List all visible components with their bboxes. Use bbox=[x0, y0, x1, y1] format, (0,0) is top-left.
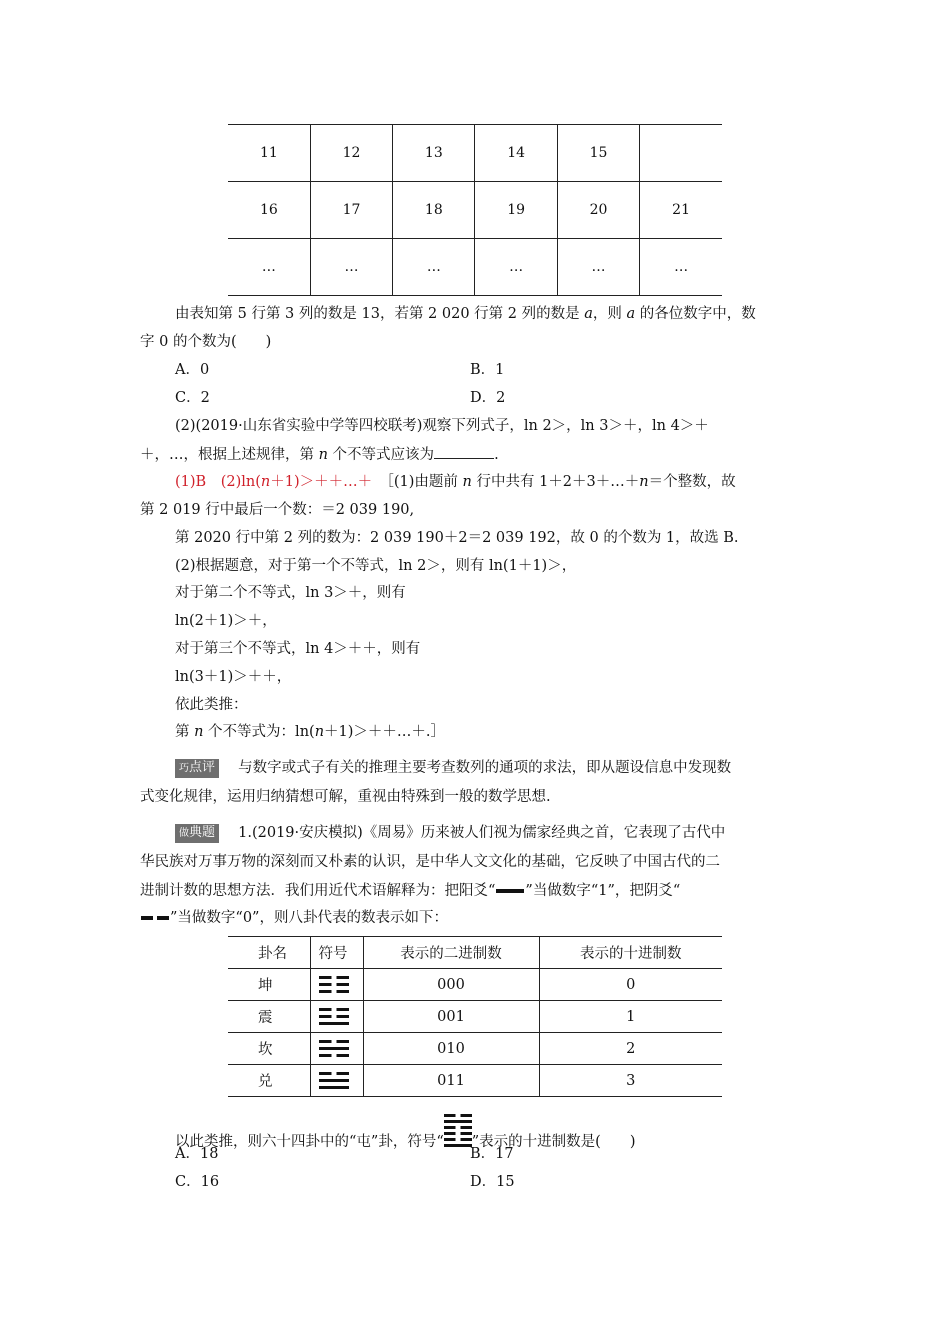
yin-line bbox=[336, 1054, 349, 1057]
yang-line bbox=[319, 1086, 349, 1089]
practice-line-2: 华民族对万事万物的深刻而又朴素的认识，是中华人文文化的基础，它反映了中国古代的二 bbox=[140, 854, 720, 870]
answer-line-4: (2)根据题意，对于第一个不等式，ln 2＞，则有 ln(1＋1)＞， bbox=[175, 558, 577, 574]
number-table-cell: … bbox=[475, 239, 557, 296]
tun-hexagram-icon bbox=[444, 1114, 472, 1150]
yin-line bbox=[319, 990, 332, 993]
option-c: C．16 bbox=[175, 1174, 220, 1190]
answer-line-9: 依此类推： bbox=[175, 697, 248, 713]
bagua-row bbox=[228, 1033, 722, 1065]
q2-line-2: ＋，…，根据上述规律，第 n 个不等式应该为 . bbox=[140, 444, 499, 465]
trigram-symbol-cell bbox=[310, 1033, 363, 1065]
trigram-name: 震 bbox=[228, 1001, 310, 1033]
yin-line bbox=[444, 1132, 456, 1135]
yang-line bbox=[319, 1022, 349, 1025]
number-table-cell: 13 bbox=[393, 125, 475, 182]
comment-line-2: 式变化规律，运用归纳猜想可解，重视由特殊到一般的数学思想. bbox=[140, 789, 551, 805]
q1-option-d: D．2 bbox=[470, 390, 506, 406]
answer-line-3: 第 2020 行中第 2 列的数为：2 039 190＋2＝2 039 192，故 0 的个数为 1，故选 B. bbox=[175, 530, 739, 546]
binary-value: 011 bbox=[363, 1065, 539, 1097]
trigram-symbol-cell bbox=[310, 1001, 363, 1033]
yin-line bbox=[444, 1126, 456, 1129]
yin-line bbox=[460, 1114, 472, 1117]
decimal-value: 1 bbox=[539, 1001, 722, 1033]
option-b: B．17 bbox=[470, 1146, 514, 1162]
answer-line-8: ln(3＋1)＞＋＋， bbox=[175, 669, 292, 685]
yin-line bbox=[460, 1138, 472, 1141]
yang-line bbox=[444, 1120, 472, 1123]
bagua-row bbox=[228, 969, 722, 1001]
number-table-cell: 14 bbox=[475, 125, 557, 182]
yin-line bbox=[336, 990, 349, 993]
decimal-value: 0 bbox=[539, 969, 722, 1001]
yang-line bbox=[319, 1079, 349, 1082]
practice-line-4: ”当做数字“0”，则八卦代表的数表示如下： bbox=[140, 908, 448, 928]
q1-option-a: A．0 bbox=[175, 362, 210, 378]
answer-line-2: 第 2 019 行中最后一个数：＝2 039 190, bbox=[140, 502, 415, 518]
decimal-value: 2 bbox=[539, 1033, 722, 1065]
number-table-row bbox=[228, 125, 722, 182]
yin-line-icon bbox=[140, 913, 170, 923]
q1-line-1: 由表知第 5 行第 3 列的数是 13，若第 2 020 行第 2 列的数是 a，则 a 的各位数字中，数 bbox=[175, 306, 756, 322]
yin-line bbox=[336, 983, 349, 986]
option-d: D．15 bbox=[470, 1174, 515, 1190]
number-table-cell bbox=[640, 125, 722, 182]
yin-line bbox=[319, 1040, 332, 1043]
yin-line bbox=[319, 1054, 332, 1057]
q1-option-b: B．1 bbox=[470, 362, 505, 378]
option-a: A．18 bbox=[175, 1146, 219, 1162]
yin-line bbox=[460, 1132, 472, 1135]
number-table-cell: 11 bbox=[228, 125, 310, 182]
yin-line bbox=[319, 1008, 332, 1011]
number-table-cell: 21 bbox=[640, 182, 722, 239]
number-table-cell: 19 bbox=[475, 182, 557, 239]
trigram-symbol-cell bbox=[310, 969, 363, 1001]
yin-line bbox=[336, 1040, 349, 1043]
number-table-row bbox=[228, 239, 722, 296]
yin-line bbox=[336, 1072, 349, 1075]
yin-line bbox=[336, 1015, 349, 1018]
trigram-name: 兑 bbox=[228, 1065, 310, 1097]
yang-line-icon bbox=[495, 886, 525, 896]
trigram-icon bbox=[319, 1072, 349, 1089]
trigram-name: 坎 bbox=[228, 1033, 310, 1065]
trigram-symbol-cell bbox=[310, 1065, 363, 1097]
practice-line-1: 做典题 1.(2019·安庆模拟)《周易》历来被人们视为儒家经典之首，它表现了古代中 bbox=[175, 823, 725, 843]
number-table-cell: … bbox=[640, 239, 722, 296]
bagua-header-cell: 表示的二进制数 bbox=[363, 937, 539, 969]
bagua-header-cell: 表示的十进制数 bbox=[539, 937, 722, 969]
yang-line bbox=[319, 1047, 349, 1050]
number-table-cell: … bbox=[228, 239, 310, 296]
binary-value: 010 bbox=[363, 1033, 539, 1065]
bagua-row bbox=[228, 1065, 722, 1097]
binary-value: 001 bbox=[363, 1001, 539, 1033]
yang-line bbox=[444, 1144, 472, 1147]
trigram-name: 坤 bbox=[228, 969, 310, 1001]
number-table-cell: … bbox=[310, 239, 392, 296]
q1-line-2: 字 0 的个数为( ) bbox=[140, 334, 272, 350]
q1-option-c: C．2 bbox=[175, 390, 210, 406]
answer-line-7: 对于第三个不等式，ln 4＞＋＋，则有 bbox=[175, 641, 421, 657]
bagua-header-cell: 符号 bbox=[310, 937, 363, 969]
question-line: 以此类推，则六十四卦中的“屯”卦，符号“ ”表示的十进制数是( ) bbox=[175, 1114, 635, 1152]
number-table-cell: … bbox=[557, 239, 639, 296]
yin-line bbox=[319, 1072, 332, 1075]
answer-line-10: 第 n 个不等式为：ln(n＋1)＞＋＋…＋.］ bbox=[175, 724, 446, 740]
bagua-header-cell: 卦名 bbox=[228, 937, 310, 969]
answer-line-6: ln(2＋1)＞＋， bbox=[175, 613, 277, 629]
trigram-icon bbox=[319, 1040, 349, 1057]
number-table bbox=[228, 124, 722, 296]
comment-badge: 巧点评 bbox=[175, 759, 219, 778]
number-table-cell: 15 bbox=[557, 125, 639, 182]
trigram-icon bbox=[319, 976, 349, 993]
answer-line-1: (1)B (2)ln(n＋1)＞＋＋…＋ ［(1)由题前 n 行中共有 1＋2＋3＋…＋n＝个整数，故 bbox=[175, 474, 736, 490]
yin-line bbox=[460, 1126, 472, 1129]
answer-blank bbox=[434, 444, 494, 459]
answer-line-5: 对于第二个不等式，ln 3＞＋，则有 bbox=[175, 585, 406, 601]
yin-line bbox=[319, 976, 332, 979]
number-table-cell: 17 bbox=[310, 182, 392, 239]
number-table-cell: … bbox=[393, 239, 475, 296]
comment-line-1: 巧点评 与数字或式子有关的推理主要考查数列的通项的求法，即从题设信息中发现数 bbox=[175, 758, 731, 778]
number-table-cell: 16 bbox=[228, 182, 310, 239]
bagua-row bbox=[228, 1001, 722, 1033]
number-table-cell: 12 bbox=[310, 125, 392, 182]
trigram-icon bbox=[319, 1008, 349, 1025]
decimal-value: 3 bbox=[539, 1065, 722, 1097]
yin-line bbox=[444, 1138, 456, 1141]
binary-value: 000 bbox=[363, 969, 539, 1001]
practice-line-3: 进制计数的思想方法．我们用近代术语解释为：把阳爻“ ”当做数字“1”，把阴爻“ bbox=[140, 883, 681, 899]
practice-badge: 做典题 bbox=[175, 824, 219, 843]
yin-line bbox=[319, 983, 332, 986]
yin-line bbox=[319, 1015, 332, 1018]
yin-line bbox=[336, 976, 349, 979]
yin-line bbox=[444, 1114, 456, 1117]
q2-line-1: (2)(2019·山东省实验中学等四校联考)观察下列式子，ln 2＞，ln 3＞＋，ln 4＞＋ bbox=[175, 418, 709, 434]
number-table-cell: 18 bbox=[393, 182, 475, 239]
number-table-row bbox=[228, 182, 722, 239]
answer-key: (1)B (2)ln(n＋1)＞＋＋…＋ bbox=[175, 474, 373, 490]
number-table-cell: 20 bbox=[557, 182, 639, 239]
yin-line bbox=[336, 1008, 349, 1011]
bagua-table bbox=[228, 936, 722, 1097]
